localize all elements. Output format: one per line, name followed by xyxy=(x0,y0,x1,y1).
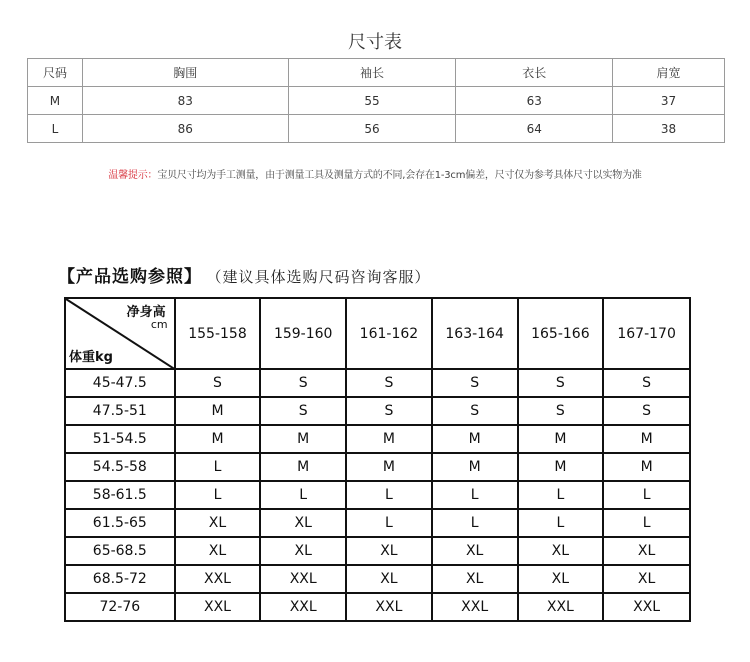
weight-range-cell: 47.5-51 xyxy=(65,397,175,425)
recommended-size-cell: S xyxy=(260,369,346,397)
size-header-cell: 袖长 xyxy=(288,59,456,87)
weight-range-cell: 68.5-72 xyxy=(65,565,175,593)
recommended-size-cell: XL xyxy=(346,565,432,593)
recommended-size-cell: XL xyxy=(432,565,518,593)
recommended-size-cell: M xyxy=(175,425,261,453)
size-table xyxy=(27,58,725,143)
recommended-size-cell: S xyxy=(518,397,604,425)
recommendation-row xyxy=(65,537,690,565)
weight-range-cell: 54.5-58 xyxy=(65,453,175,481)
recommended-size-cell: S xyxy=(260,397,346,425)
recommendation-row xyxy=(65,369,690,397)
weight-range-cell: 72-76 xyxy=(65,593,175,621)
size-cell: 38 xyxy=(613,115,725,143)
height-unit: cm xyxy=(150,318,168,331)
recommended-size-cell: L xyxy=(175,453,261,481)
recommended-size-cell: M xyxy=(518,425,604,453)
size-cell: 63 xyxy=(456,87,613,115)
size-table-title: 尺寸表 xyxy=(348,32,402,53)
recommendation-row xyxy=(65,425,690,453)
weight-range-cell: 61.5-65 xyxy=(65,509,175,537)
notice xyxy=(0,166,750,181)
size-header-cell: 尺码 xyxy=(28,59,83,87)
size-cell: 64 xyxy=(456,115,613,143)
recommended-size-cell: S xyxy=(603,369,690,397)
recommended-size-cell: XL xyxy=(175,509,261,537)
recommended-size-cell: L xyxy=(346,481,432,509)
weight-range-cell: 65-68.5 xyxy=(65,537,175,565)
size-cell: 86 xyxy=(82,115,288,143)
recommendation-row xyxy=(65,453,690,481)
recommended-size-cell: L xyxy=(432,509,518,537)
recommended-size-cell: XXL xyxy=(346,593,432,621)
recommended-size-cell: M xyxy=(432,425,518,453)
height-range-header: 167-170 xyxy=(603,298,690,369)
recommended-size-cell: XL xyxy=(518,565,604,593)
recommended-size-cell: XXL xyxy=(260,565,346,593)
size-table-row xyxy=(28,115,725,143)
height-range-header: 155-158 xyxy=(175,298,261,369)
size-cell: 55 xyxy=(288,87,456,115)
recommended-size-cell: M xyxy=(260,425,346,453)
recommended-size-cell: S xyxy=(346,369,432,397)
recommendation-header-row xyxy=(65,298,690,369)
recommended-size-cell: L xyxy=(518,509,604,537)
recommended-size-cell: L xyxy=(346,509,432,537)
recommended-size-cell: M xyxy=(603,453,690,481)
recommendation-row xyxy=(65,397,690,425)
recommendation-heading xyxy=(58,262,431,287)
recommended-size-cell: S xyxy=(518,369,604,397)
recommendation-row xyxy=(65,509,690,537)
size-table-row xyxy=(28,87,725,115)
size-header-cell: 衣长 xyxy=(456,59,613,87)
notice-text: 宝贝尺寸均为手工测量，由于测量工具及测量方式的不同,会存在1-3cm偏差，尺寸仅为参考具体尺寸以实物为准 xyxy=(157,170,642,181)
recommended-size-cell: S xyxy=(346,397,432,425)
recommended-size-cell: M xyxy=(346,425,432,453)
height-range-header: 163-164 xyxy=(432,298,518,369)
recommended-size-cell: M xyxy=(432,453,518,481)
recommended-size-cell: XXL xyxy=(603,593,690,621)
size-cell: 83 xyxy=(82,87,288,115)
weight-label: 体重kg xyxy=(69,350,113,366)
corner-header-cell xyxy=(65,298,175,369)
recommended-size-cell: XL xyxy=(603,537,690,565)
weight-range-cell: 51-54.5 xyxy=(65,425,175,453)
recommendation-row xyxy=(65,593,690,621)
recommended-size-cell: M xyxy=(346,453,432,481)
recommended-size-cell: S xyxy=(175,369,261,397)
recommended-size-cell: L xyxy=(518,481,604,509)
recommendation-row xyxy=(65,481,690,509)
height-range-header: 159-160 xyxy=(260,298,346,369)
recommended-size-cell: XL xyxy=(346,537,432,565)
recommended-size-cell: XXL xyxy=(260,593,346,621)
recommended-size-cell: XL xyxy=(260,509,346,537)
recommended-size-cell: XL xyxy=(175,537,261,565)
recommended-size-cell: L xyxy=(175,481,261,509)
recommendation-row xyxy=(65,565,690,593)
recommended-size-cell: L xyxy=(603,481,690,509)
recommended-size-cell: XL xyxy=(432,537,518,565)
recommended-size-cell: S xyxy=(432,369,518,397)
recommended-size-cell: XXL xyxy=(518,593,604,621)
height-range-header: 161-162 xyxy=(346,298,432,369)
recommendation-table xyxy=(64,297,691,622)
size-cell: 37 xyxy=(613,87,725,115)
notice-label: 温馨提示： xyxy=(108,170,158,181)
weight-range-cell: 58-61.5 xyxy=(65,481,175,509)
recommended-size-cell: XL xyxy=(260,537,346,565)
size-table-header-row xyxy=(28,59,725,87)
recommended-size-cell: XXL xyxy=(175,565,261,593)
recommendation-title: 【产品选购参照】 xyxy=(58,267,202,287)
recommended-size-cell: XXL xyxy=(175,593,261,621)
recommended-size-cell: S xyxy=(603,397,690,425)
size-cell: M xyxy=(28,87,83,115)
size-header-cell: 肩宽 xyxy=(613,59,725,87)
recommended-size-cell: M xyxy=(260,453,346,481)
recommended-size-cell: L xyxy=(260,481,346,509)
recommended-size-cell: M xyxy=(603,425,690,453)
recommended-size-cell: XL xyxy=(518,537,604,565)
recommended-size-cell: L xyxy=(603,509,690,537)
recommended-size-cell: XL xyxy=(603,565,690,593)
size-cell: L xyxy=(28,115,83,143)
size-cell: 56 xyxy=(288,115,456,143)
height-label: 净身高 xyxy=(126,305,166,320)
recommended-size-cell: XXL xyxy=(432,593,518,621)
size-header-cell: 胸围 xyxy=(82,59,288,87)
recommendation-subtitle: （建议具体选购尺码咨询客服） xyxy=(214,268,431,286)
recommended-size-cell: L xyxy=(432,481,518,509)
recommended-size-cell: M xyxy=(175,397,261,425)
weight-range-cell: 45-47.5 xyxy=(65,369,175,397)
recommended-size-cell: M xyxy=(518,453,604,481)
height-range-header: 165-166 xyxy=(518,298,604,369)
recommended-size-cell: S xyxy=(432,397,518,425)
